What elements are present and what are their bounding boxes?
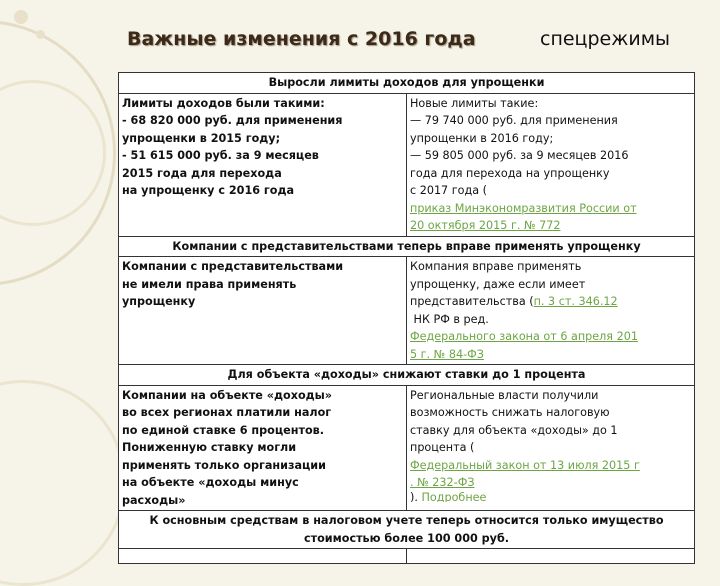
source-link[interactable]: Федерального закона от 6 апреля 201 bbox=[410, 330, 638, 343]
cell-text: на объекте «доходы минус bbox=[122, 476, 299, 489]
more-link[interactable]: Подробнее bbox=[421, 491, 487, 502]
cell-text: не имели права применять bbox=[122, 277, 297, 291]
cell-text: расходы» bbox=[122, 493, 186, 507]
slide-subtitle: спецрежимы bbox=[540, 28, 671, 50]
law-article-link[interactable]: п. 3 ст. 346.12 bbox=[533, 295, 618, 308]
table-row bbox=[119, 365, 695, 386]
changes-table bbox=[118, 72, 695, 564]
cell-text: ). bbox=[410, 491, 418, 502]
cell-text-line bbox=[410, 492, 691, 502]
table-row bbox=[119, 385, 695, 511]
cell-text: Региональные власти получили bbox=[410, 388, 599, 402]
cell-text: Новые лимиты такие: bbox=[410, 96, 539, 110]
cell-text: упрощенку bbox=[122, 295, 196, 308]
cell-text: процента ( bbox=[410, 441, 475, 454]
old-rule-cell bbox=[119, 257, 407, 365]
old-rule-cell bbox=[119, 385, 407, 511]
source-link[interactable]: . № 232-ФЗ bbox=[410, 476, 475, 489]
source-link[interactable]: приказ Минэкономразвития России от bbox=[410, 201, 637, 215]
cell-text: с 2017 года ( bbox=[410, 184, 487, 197]
cell-text: по единой ставке 6 процентов. bbox=[122, 423, 324, 437]
section-header: Компании с представительствами теперь вправе применять упрощенку bbox=[119, 236, 695, 257]
source-link[interactable]: 20 октября 2015 г. № 772 bbox=[410, 219, 561, 232]
table-row bbox=[119, 236, 695, 257]
table-row bbox=[119, 93, 695, 236]
slide-title: Важные изменения с 2016 года bbox=[127, 28, 476, 50]
section-header: Выросли лимиты доходов для упрощенки bbox=[119, 73, 695, 94]
cell-text: Компании с представительствами bbox=[122, 260, 344, 273]
cell-text: упрощенки в 2015 году; bbox=[122, 131, 281, 145]
old-rule-cell bbox=[119, 549, 407, 564]
cell-text: Компании на объекте «доходы» bbox=[122, 388, 333, 402]
background-dot bbox=[36, 30, 45, 39]
cell-text: ставку для объекта «доходы» до 1 bbox=[410, 423, 618, 437]
cell-text: возможность снижать налоговую bbox=[410, 406, 610, 419]
table-row bbox=[119, 73, 695, 94]
cell-text: упрощенки в 2016 году; bbox=[410, 131, 554, 145]
cell-text: - 51 615 000 руб. за 9 месяцев bbox=[122, 149, 319, 162]
cell-text: Пониженную ставку могли bbox=[122, 441, 297, 454]
cell-text-line bbox=[410, 293, 691, 311]
background-arc bbox=[0, 380, 126, 586]
source-link[interactable]: 5 г. № 84-ФЗ bbox=[410, 347, 484, 361]
new-rule-cell bbox=[407, 385, 695, 511]
cell-text: применять только организации bbox=[122, 458, 326, 472]
cell-text: во всех регионах платили налог bbox=[122, 406, 332, 419]
new-rule-cell bbox=[407, 93, 695, 236]
source-link[interactable]: Федеральный закон от 13 июля 2015 г bbox=[410, 458, 640, 472]
section-header: Для объекта «доходы» снижают ставки до 1 процента bbox=[119, 365, 695, 386]
table-row bbox=[119, 511, 695, 549]
cell-text: НК РФ в ред. bbox=[410, 312, 489, 326]
background-dot bbox=[14, 10, 28, 24]
new-rule-cell bbox=[407, 549, 695, 564]
table-row bbox=[119, 549, 695, 564]
new-rule-cell bbox=[407, 257, 695, 365]
cell-text: представительства ( bbox=[410, 295, 534, 308]
cell-text: 2015 года для перехода bbox=[122, 166, 282, 180]
cell-text: года для перехода на упрощенку bbox=[410, 166, 610, 180]
cell-text: - 68 820 000 руб. для применения bbox=[122, 114, 343, 127]
cell-text: — 59 805 000 руб. за 9 месяцев 2016 bbox=[410, 149, 629, 162]
cell-text: упрощенку, даже если имеет bbox=[410, 277, 586, 291]
cell-text: Лимиты доходов были такими: bbox=[122, 96, 325, 110]
table-row bbox=[119, 257, 695, 365]
cell-text: — 79 740 000 руб. для применения bbox=[410, 114, 618, 127]
old-rule-cell bbox=[119, 93, 407, 236]
section-header: К основным средствам в налоговом учете теперь относится только имущество стоимостью более 100 000 руб. bbox=[119, 511, 695, 549]
cell-text: Компания вправе применять bbox=[410, 260, 582, 273]
cell-text: на упрощенку с 2016 года bbox=[122, 184, 295, 197]
